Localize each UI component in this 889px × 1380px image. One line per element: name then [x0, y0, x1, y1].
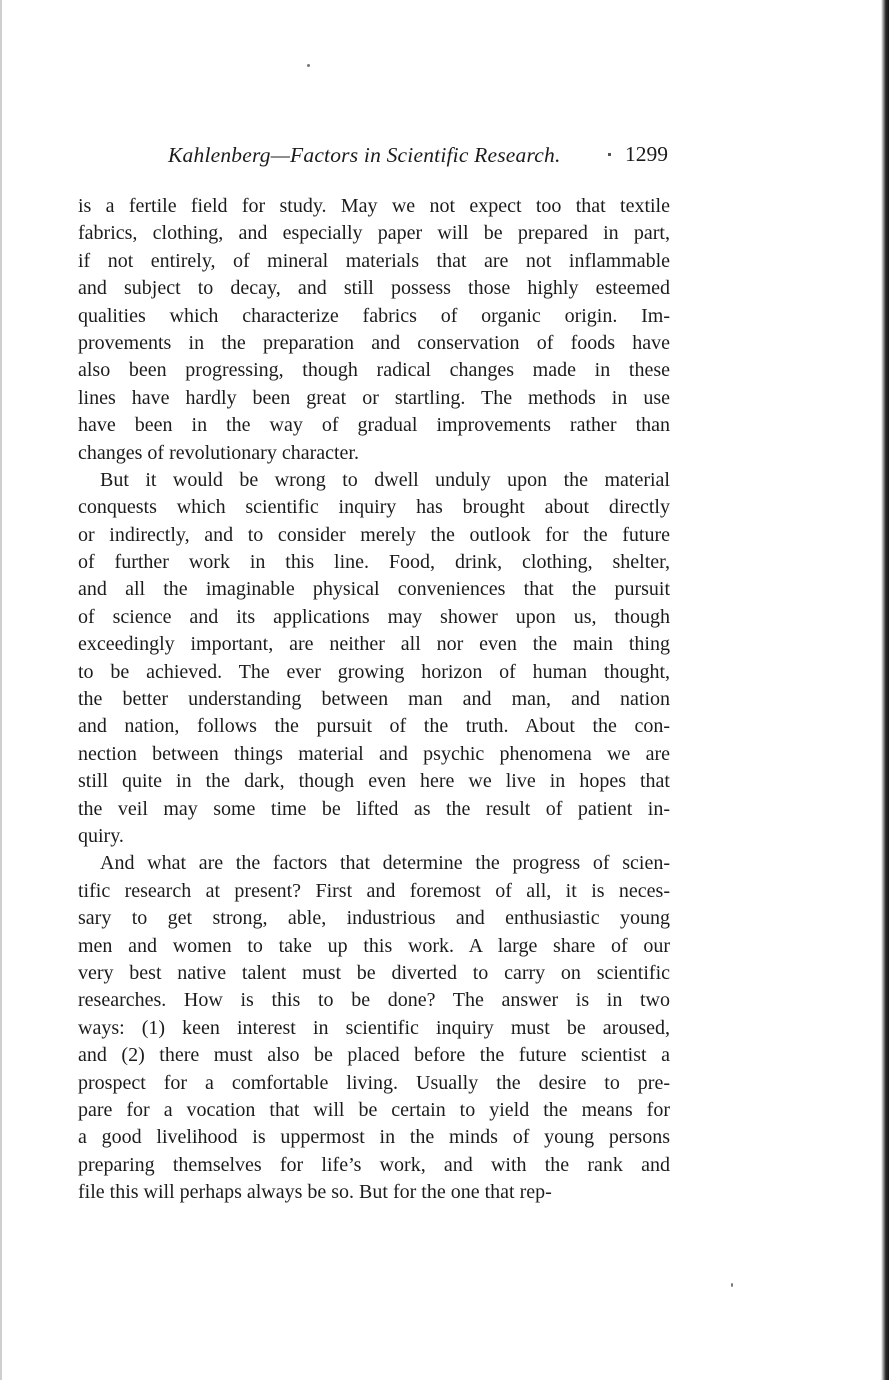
- text-line: have been in the way of gradual improvements rather than: [78, 414, 670, 437]
- text-line: prospect for a comfortable living. Usually the desire to pre-: [78, 1071, 670, 1094]
- text-line: tific research at present? First and foremost of all, it is neces-: [78, 879, 670, 902]
- page-left-edge: [0, 0, 2, 1380]
- text-line: the better understanding between man and man, and nation: [78, 688, 670, 711]
- paper-speck: [307, 64, 310, 67]
- text-line: the veil may some time be lifted as the result of patient in-: [78, 797, 670, 820]
- text-line: a good livelihood is uppermost in the minds of young persons: [78, 1126, 670, 1149]
- text-line: and (2) there must also be placed before the future scientist a: [78, 1044, 670, 1067]
- text-line: fabrics, clothing, and especially paper will be prepared in part,: [78, 222, 670, 245]
- running-header: [78, 141, 670, 171]
- header-dot-mark: [608, 153, 611, 156]
- text-line: of science and its applications may shower upon us, though: [78, 605, 670, 628]
- text-line: provements in the preparation and conservation of foods have: [78, 331, 670, 354]
- body-text: [78, 193, 670, 1206]
- text-line: nection between things material and psychic phenomena we are: [78, 742, 670, 765]
- running-title: Kahlenberg—Factors in Scientific Research.: [168, 143, 561, 167]
- paper-speck: [731, 1283, 733, 1287]
- text-line: researches. How is this to be done? The answer is in two: [78, 989, 670, 1012]
- text-line: qualities which characterize fabrics of organic origin. Im-: [78, 304, 670, 327]
- text-line: And what are the factors that determine the progress of scien-: [100, 852, 670, 875]
- text-line: if not entirely, of mineral materials that are not inflammable: [78, 249, 670, 272]
- text-line: and subject to decay, and still possess those highly esteemed: [78, 277, 670, 300]
- text-line: pare for a vocation that will be certain to yield the means for: [78, 1098, 670, 1121]
- page-number: 1299: [625, 142, 668, 166]
- text-line: or indirectly, and to consider merely the outlook for the future: [78, 523, 670, 546]
- text-line: very best native talent must be diverted to carry on scientific: [78, 961, 670, 984]
- text-line: file this will perhaps always be so. But for the one that rep-: [78, 1181, 552, 1204]
- page-right-edge-shadow: [881, 0, 889, 1380]
- text-line: is a fertile field for study. May we not expect too that textile: [78, 195, 670, 217]
- text-line: lines have hardly been great or startling. The methods in use: [78, 386, 670, 409]
- text-line: still quite in the dark, though even here we live in hopes that: [78, 770, 670, 793]
- text-line: sary to get strong, able, industrious and enthusiastic young: [78, 907, 670, 930]
- paragraph: [78, 467, 670, 850]
- text-line: But it would be wrong to dwell unduly upon the material: [100, 468, 670, 491]
- paragraph: [78, 850, 670, 1206]
- text-line: and nation, follows the pursuit of the truth. About the con-: [78, 715, 670, 738]
- text-line: preparing themselves for life’s work, and with the rank and: [78, 1153, 670, 1176]
- text-line: ways: (1) keen interest in scientific inquiry must be aroused,: [78, 1016, 670, 1039]
- text-line: to be achieved. The ever growing horizon of human thought,: [78, 660, 670, 683]
- text-line: changes of revolutionary character.: [78, 441, 359, 464]
- text-line: men and women to take up this work. A large share of our: [78, 934, 670, 957]
- text-line: also been progressing, though radical changes made in these: [78, 359, 670, 382]
- text-line: conquests which scientific inquiry has brought about directly: [78, 496, 670, 519]
- paragraph: [78, 193, 670, 467]
- text-line: of further work in this line. Food, drink, clothing, shelter,: [78, 551, 670, 574]
- text-line: exceedingly important, are neither all nor even the main thing: [78, 633, 670, 656]
- text-line: and all the imaginable physical conveniences that the pursuit: [78, 578, 670, 601]
- text-line: quiry.: [78, 824, 124, 847]
